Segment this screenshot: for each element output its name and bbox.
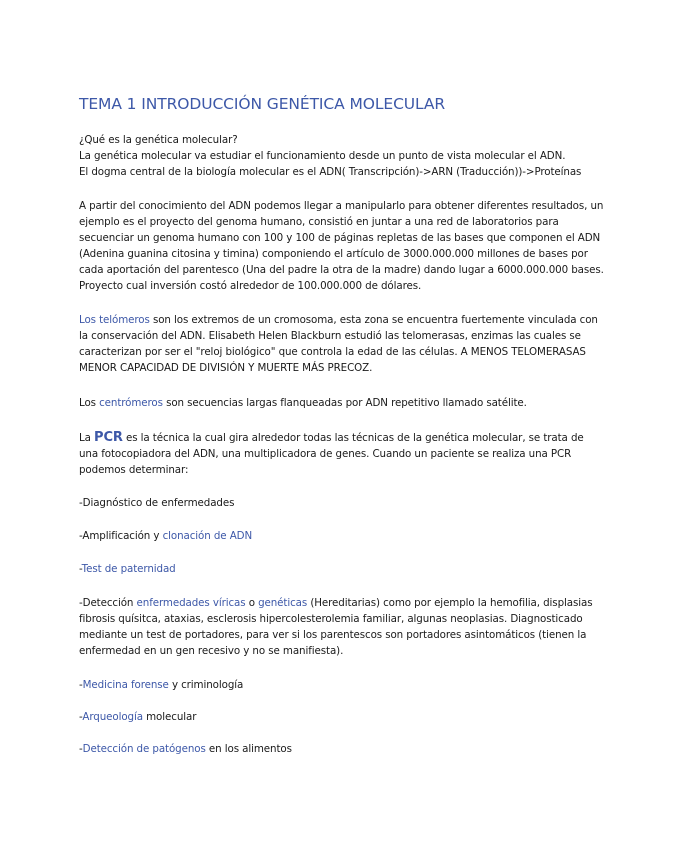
centromeres-text: son secuencias largas flanqueadas por ADN repetitivo llamado satélite. [162, 397, 527, 409]
enfermedades-viricas-link[interactable]: enfermedades víricas [136, 597, 246, 609]
amplificacion-prefix: -Amplificación y [79, 530, 163, 542]
centromeres-term: centrómeros [99, 397, 163, 409]
pcr-term: PCR [94, 430, 123, 445]
deteccion-mid: o [245, 597, 259, 609]
intro-dogma: El dogma central de la biología molecular es el ADN( Transcripción)->ARN (Traducción))->Proteínas [79, 166, 582, 178]
deteccion-prefix: -Detección [79, 597, 137, 609]
patogenos-dash: - [79, 743, 83, 755]
list-item-patogenos [79, 741, 604, 757]
test-paternidad-link[interactable]: Test de paternidad [81, 563, 176, 575]
pcr-text: es la técnica la cual gira alrededor todas las técnicas de la genética molecular, se trata de una fotocopiadora del ADN, una multiplicadora de genes. Cuando un paciente se realiza una PCR podemos determinar: [79, 432, 584, 476]
list-item-diagnostico: -Diagnóstico de enfermedades [79, 497, 235, 509]
arqueologia-link[interactable]: Arqueología [82, 711, 143, 723]
arqueologia-dash: - [79, 711, 83, 723]
list-item-amplificacion [79, 528, 604, 544]
forense-text: y criminología [168, 679, 244, 691]
patogenos-text: en los alimentos [205, 743, 292, 755]
genome-project-paragraph: A partir del conocimiento del ADN podemos llegar a manipularlo para obtener diferentes resultados, un ejemplo es el proyecto del genoma humano, consistió en juntar a una red de laboratorios para secuenciar un genoma humano con 100 y 100 de páginas repletas de las bases que componen el ADN (Adenina guanina citosina y timina) componiendo el artículo de 3000.000.000 millones de bases por cada aportación del parentesco (Una del padre la otra de la madre) dando lugar a 6000.000.000 bases. Proyecto cual inversión costó alrededor de 100.000.000 de dólares. [79, 200, 604, 292]
intro-question: ¿Qué es la genética molecular? [79, 134, 238, 146]
deteccion-patogenos-link[interactable]: Detección de patógenos [82, 743, 206, 755]
centromeres-paragraph [79, 395, 604, 411]
page-title: TEMA 1 INTRODUCCIÓN GENÉTICA MOLECULAR [79, 95, 446, 113]
telomeres-term: Los telómeros [79, 314, 150, 326]
paternidad-dash: - [79, 563, 82, 575]
clonacion-adn-link[interactable]: clonación de ADN [162, 530, 253, 542]
telomeres-text: son los extremos de un cromosoma, esta zona se encuentra fuertemente vinculada con la conservación del ADN. Elisabeth Helen Blackburn estudió las telomerasas, enzimas las cuales se caracterizan por ser el "reloj biológico" que controla la edad de las células. A MENOS TELOMERASAS MENOR CAPACIDAD DE DIVISIÓN Y MUERTE MÁS PRECOZ. [79, 314, 598, 374]
arqueologia-text: molecular [142, 711, 197, 723]
forense-dash: - [79, 679, 83, 691]
list-item-arqueologia [79, 709, 604, 725]
list-item-paternidad [79, 561, 604, 577]
list-item-deteccion [79, 595, 604, 659]
pcr-prefix: La [79, 432, 95, 444]
pcr-paragraph [79, 430, 604, 478]
centromeres-prefix: Los [79, 397, 100, 409]
telomeres-paragraph [79, 312, 604, 376]
intro-definition: La genética molecular va estudiar el funcionamiento desde un punto de vista molecular el ADN. [79, 150, 566, 162]
list-item-forense [79, 677, 604, 693]
medicina-forense-link[interactable]: Medicina forense [82, 679, 169, 691]
intro-paragraph [79, 132, 604, 180]
geneticas-link[interactable]: genéticas [258, 597, 308, 609]
deteccion-text: (Hereditarias) como por ejemplo la hemofilia, displasias fibrosis quísitca, ataxias, esclerosis hipercolesterolemia familiar, algunas neoplasias. Diagnosticado mediante un test de portadores, para ver si los parentescos son portadores asintomáticos (tienen la enfermedad en un gen recesivo y no se manifiesta). [79, 597, 593, 657]
